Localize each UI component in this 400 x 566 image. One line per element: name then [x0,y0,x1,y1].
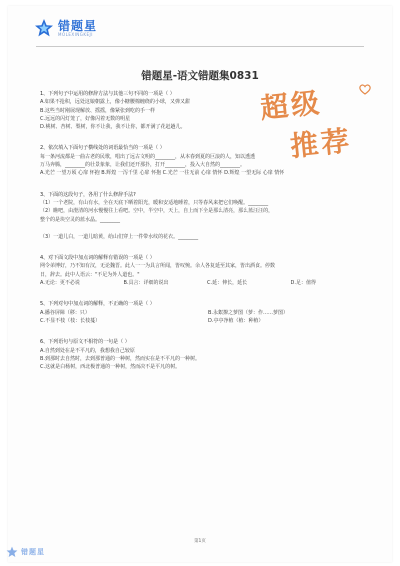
option: A.光芒 一望万顷 心扉 怀抱 B.辉煌 一泻千里 心扉 怀抱 C.光芒 一往无前 心扉 情怀 D.辉煌 一望无际 心扉 情怀 [40,170,285,177]
passage-line: 万马奔腾，________的壮景象象，让我们还开那扑，打开________，投入大自然的________。 [40,162,246,169]
question-stem: 2、依次填入下面句子横线处的词语最恰当的一项是（ ） [40,145,165,152]
question-stem: 5、下列对句中加点词的解释，不正确的一项是（ ） [40,301,155,308]
option: （1）一个老院，有山有水，全在天底下晒着阳光，暖和安适地睡着，只等春风来把它们唤醒。________ [40,199,269,206]
option: B.这些当时刚展现解放、摇摇，像紧张到吃的手一样 [40,107,156,114]
header-divider [36,46,364,47]
option: D.亭亭净植（植：种植） [208,317,264,324]
question-list [40,90,370,371]
page-header [8,6,392,50]
option: A.自然到处在是不平凡的，我想我自己较原 [40,347,135,354]
option: A.播谷屏障（移：只） [40,309,90,316]
option: D.桃树、杏树、梨树，你不让我，我不让你，都开满了花赶趟儿。 [40,124,186,131]
option: 整个的是块空灵的蓝水晶。________ [40,216,121,223]
option: C.远远的闪灯笼了，好像闪着无数的明星 [40,115,131,122]
star-logo-icon [34,18,54,38]
passage-line: 日，辞去。此中人语云："不足为外人道也。" [40,271,140,278]
question-stem: 4、对下面文段中加点词的解释有错误的一项是（ ） [40,255,155,262]
brand-name-en: MOLEXINGKEJI [58,31,93,37]
option: C.这就是白杨树，西北极普通的一种树，然而决不是平凡的树。 [40,364,181,371]
option: B.到那时去自然时，去到那普通的一种树，然而实在是不平凡的一种树。 [40,355,201,362]
option: D.足：值得 [290,280,316,287]
star-logo-icon [6,546,18,558]
question-stem: 3、下面的这段句子，各用了什么修辞手法? [40,191,136,198]
passage-line: 每一条河流都是一曲古老的民歌，唱出了远古文明的________，从本春到夏的巨浪的人，知以透透 [40,153,256,160]
option: B.永絮撩之萝图（萝：作……萝图） [208,309,289,316]
option: C.延：伸长，延长 [207,280,248,287]
option: C.不显不枝（枝：长枝蔓） [40,317,101,324]
passage-line: 网令弟博好，乃不知有汉，无论魏晋。此人一一为具言所闻，皆叹惋。余人各复延至其家，皆出酒食。停数 [40,263,276,270]
question-3 [40,191,370,241]
question-1 [40,90,370,131]
stamp-text-2: 推荐 [288,123,354,164]
question-4 [40,254,370,287]
option: （3）一道儿白，一道儿暗黄，给山们穿上一件带水纹的花衣。________ [40,233,199,240]
brand-name: 错题星 [58,18,98,33]
question-6 [40,338,370,371]
question-stem: 6、下列语句与原文不相符的一句是（ ） [40,339,130,346]
brand-logo [34,18,97,38]
stamp-text-1: 超级 [258,85,324,126]
footer-brand-logo [6,546,45,558]
option: A.无论：更不必说 [40,280,80,287]
document-page [8,6,392,562]
question-2 [40,144,370,177]
page-number: 第1页 [194,539,206,544]
question-stem: 1、下列句子中运用的修辞方法与其他三句不同的一项是（ ） [40,91,175,97]
document-title: 错题星-语文错题集0831 [141,70,259,82]
footer-brand-name: 错题星 [21,548,45,556]
question-5 [40,300,370,325]
option: B.具言：详细的说出 [123,280,169,287]
option: （2）瞧吧，由澄清的河水慢慢往上看吧。空中，半空中，天上，自上而下全是那么清亮，那么蓝汪汪的， [40,208,274,215]
option: A.如果不抢积，远处这娘朝露上，像小糖腰棉缠绕的小球，又弹又甜 [40,99,190,106]
